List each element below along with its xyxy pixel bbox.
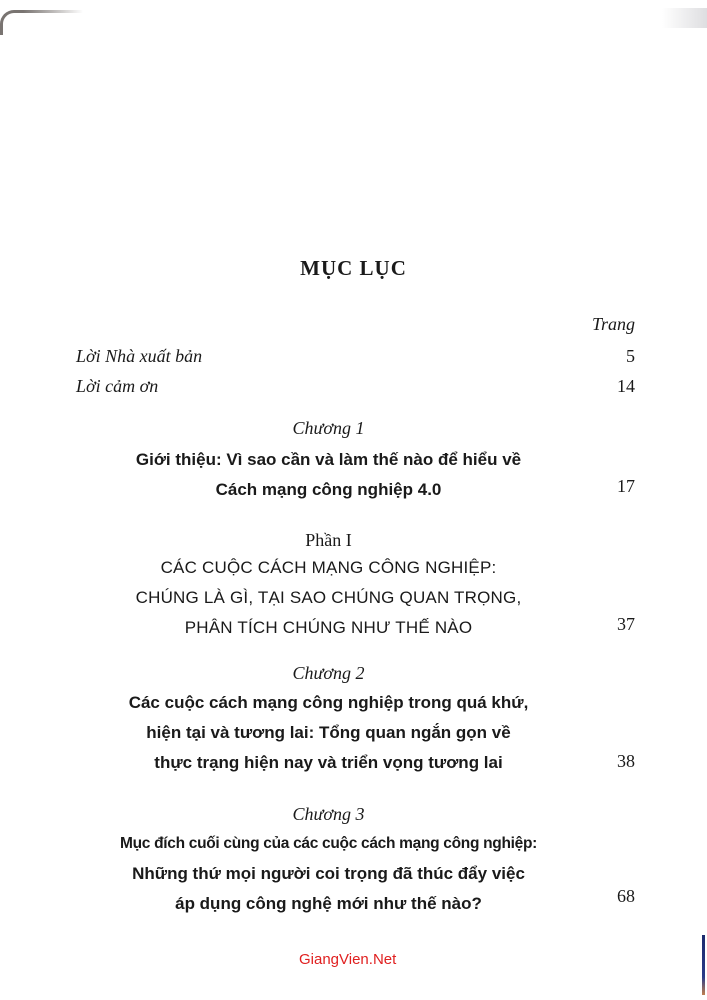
toc-entry-label: Chương 1 <box>292 418 365 438</box>
toc-entry-title-line: hiện tại và tương lai: Tổng quan ngắn gọn về <box>146 723 511 742</box>
toc-front-item-title: Lời cảm ơn <box>76 376 159 396</box>
toc-entry-title-line: Giới thiệu: Vì sao cần và làm thế nào để hiểu về <box>135 450 522 469</box>
toc-entry-title-line: Mục đích cuối cùng của các cuộc cách mạng công nghiệp: <box>119 835 537 852</box>
toc-page-number: 68 <box>617 886 635 906</box>
toc-page-number: 5 <box>626 346 635 366</box>
page-corner-shadow-top-left <box>0 10 83 35</box>
toc-entry-title-line: thực trạng hiện nay và triển vọng tương lai <box>154 753 503 772</box>
toc-entry-title-line: áp dụng công nghệ mới như thế nào? <box>175 894 482 913</box>
toc-entry-title-line: Cách mạng công nghiệp 4.0 <box>215 480 442 499</box>
toc-entry-chapter-3 <box>0 804 707 919</box>
toc-entry-part-1 <box>0 530 707 643</box>
toc-entry-label: Chương 3 <box>292 804 365 824</box>
toc-front-item-title: Lời Nhà xuất bản <box>76 346 203 366</box>
watermark: GiangVien.Net <box>299 951 397 968</box>
toc-entry-label: Chương 2 <box>292 663 365 683</box>
toc-page-number: 37 <box>617 614 635 634</box>
toc-entry-title-line: CÁC CUỘC CÁCH MẠNG CÔNG NGHIỆP: <box>160 558 497 577</box>
toc-entry-label: Phần I <box>305 530 352 550</box>
toc-page-number: 14 <box>617 376 635 396</box>
toc-entry-title-line: Các cuộc cách mạng công nghiệp trong quá khứ, <box>128 693 529 712</box>
toc-page-number: 17 <box>617 476 635 496</box>
page-column-header: Trang <box>591 314 635 334</box>
toc-entry-title-line: Những thứ mọi người coi trọng đã thúc đẩy việc <box>132 864 525 883</box>
toc-front-item <box>76 376 635 397</box>
page-corner-shadow-top-right <box>662 8 707 28</box>
toc-page-number: 38 <box>617 751 635 771</box>
toc-entry-chapter-1 <box>0 418 707 505</box>
toc-front-item <box>76 346 635 367</box>
toc-entry-title-line: CHÚNG LÀ GÌ, TẠI SAO CHÚNG QUAN TRỌNG, <box>135 588 522 607</box>
page-edge-bottom-right <box>702 935 705 995</box>
toc-entry-chapter-2 <box>0 663 707 778</box>
page-title: MỤC LỤC <box>300 256 407 280</box>
toc-entry-title-line: PHÂN TÍCH CHÚNG NHƯ THẾ NÀO <box>184 618 473 637</box>
